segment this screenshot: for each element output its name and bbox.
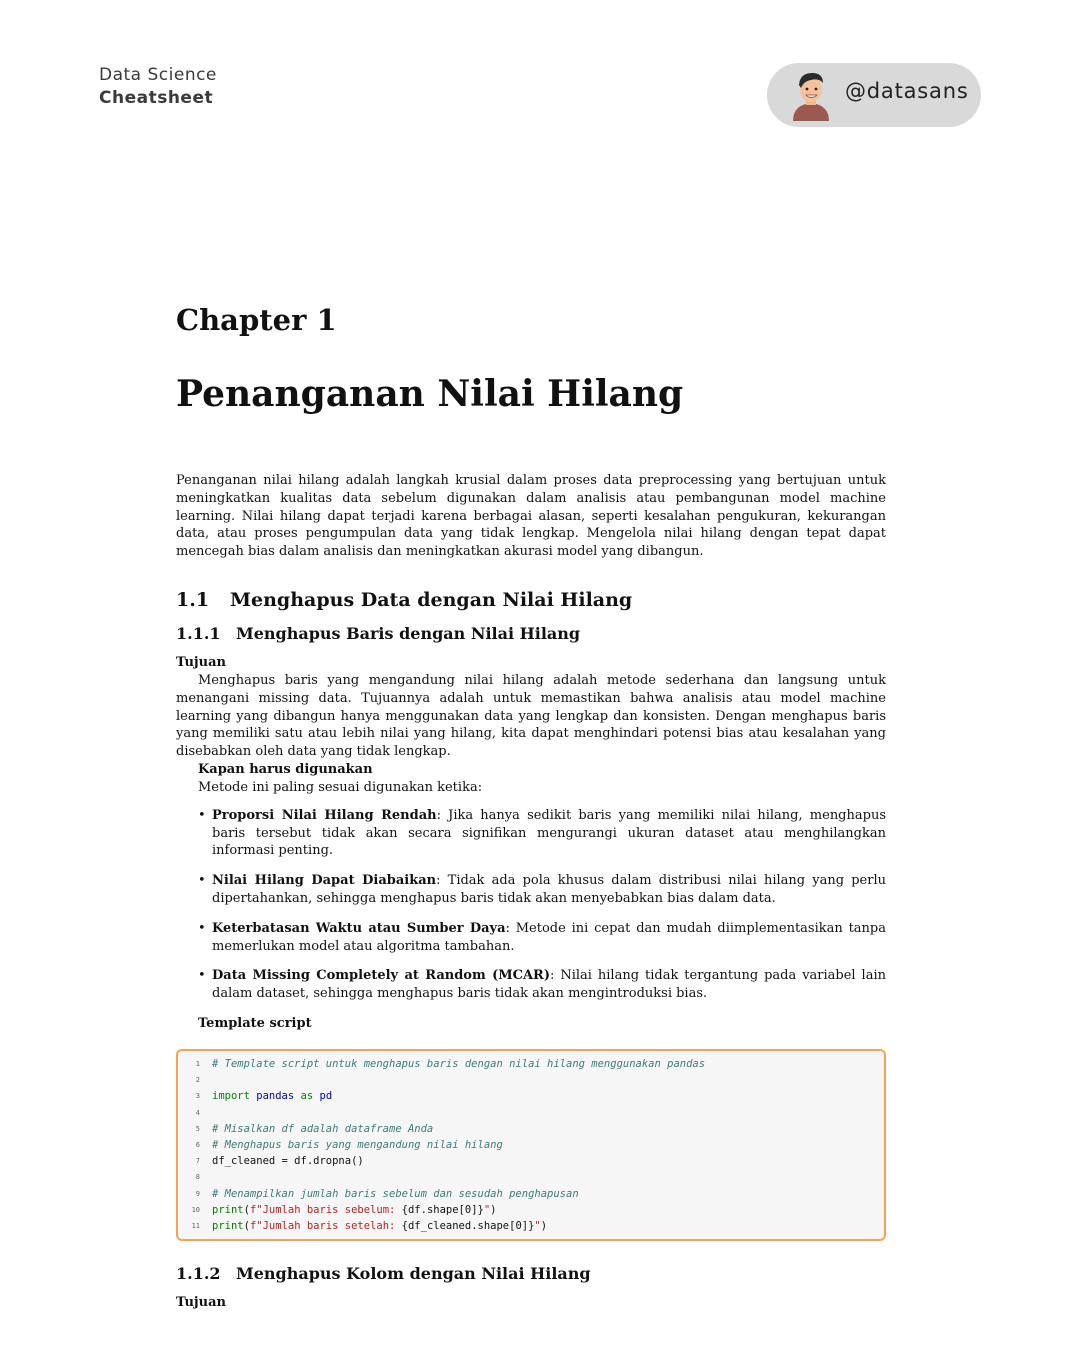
section-title: Menghapus Data dengan Nilai Hilang	[230, 588, 633, 611]
line-number: 9	[195, 1189, 200, 1198]
code-comment: # Menampilkan jumlah baris sebelum dan sesudah penghapusan	[212, 1187, 579, 1200]
code-line	[178, 1153, 884, 1169]
chapter-intro: Penanganan nilai hilang adalah langkah krusial dalam proses data preprocessing yang bertujuan untuk meningkatkan kualitas data sebelum digunakan dalam analisis atau pembangunan model machine learning. Nilai hilang dapat terjadi karena berbagai alasan, seperti kesalahan pengukuran, kekurangan data, atau proses pengumpulan data yang tidak lengkap. Mengelola nilai hilang dengan tepat dapat mencegah bias dalam analisis dan meningkatkan akurasi model yang dibangun.	[176, 473, 886, 560]
subsection-title: Menghapus Baris dengan Nilai Hilang	[236, 623, 581, 643]
code-line	[178, 1185, 884, 1201]
tujuan-heading: Tujuan	[176, 654, 226, 670]
kapan-heading: Kapan harus digunakan	[198, 761, 373, 777]
bullet-icon: •	[198, 873, 206, 889]
author-handle[interactable]: @datasans	[845, 79, 969, 103]
code-punct: (	[243, 1219, 250, 1232]
code-keyword: import	[212, 1090, 250, 1103]
kapan-paragraph: Metode ini paling sesuai digunakan ketika:	[198, 779, 483, 795]
list-item-term: Keterbatasan Waktu atau Sumber Daya	[212, 920, 506, 936]
chapter-title: Penanganan Nilai Hilang	[176, 373, 684, 415]
person-avatar-icon	[789, 69, 833, 121]
code-string: "	[483, 1203, 491, 1216]
code-line	[178, 1088, 884, 1104]
code-line	[178, 1056, 884, 1072]
code-line	[178, 1137, 884, 1153]
list-item	[198, 920, 886, 956]
code-keyword: as	[300, 1090, 314, 1103]
code-builtin: print	[212, 1219, 244, 1232]
code-punct: )	[490, 1203, 497, 1216]
criteria-list	[198, 807, 886, 1003]
line-number: 11	[191, 1221, 200, 1230]
line-number: 6	[195, 1140, 200, 1149]
code-punct: (	[243, 1203, 250, 1216]
code-block[interactable]	[176, 1049, 886, 1241]
bullet-icon: •	[198, 968, 206, 984]
list-item	[198, 967, 886, 1003]
section-heading	[176, 587, 886, 613]
list-item-text: : Nilai hilang tidak tergantung pada variabel lain dalam dataset, sehingga menghapus baris tidak akan mengintroduksi bias.	[212, 968, 886, 1002]
code-line	[178, 1169, 884, 1185]
line-number: 4	[195, 1108, 200, 1117]
code-string: f"Jumlah baris setelah:	[249, 1219, 402, 1232]
line-number: 1	[195, 1060, 200, 1069]
code-name: pandas	[256, 1090, 295, 1103]
line-number: 7	[195, 1157, 200, 1166]
line-number: 2	[195, 1076, 200, 1085]
line-number: 5	[195, 1124, 200, 1133]
subsection-heading	[176, 1263, 886, 1285]
author-pill[interactable]	[767, 63, 981, 127]
template-script-heading: Template script	[198, 1015, 312, 1031]
code-string: f"Jumlah baris sebelum:	[249, 1203, 402, 1216]
line-number: 10	[191, 1205, 200, 1214]
code-line	[178, 1218, 884, 1234]
list-item-term: Proporsi Nilai Hilang Rendah	[212, 807, 437, 823]
list-item-text: : Jika hanya sedikit baris yang memiliki nilai hilang, menghapus baris tersebut tidak akan secara signifikan mengurangi ukuran dataset atau menghilangkan informasi penting.	[212, 807, 886, 859]
list-item-term: Nilai Hilang Dapat Diabaikan	[212, 873, 437, 889]
code-punct: )	[540, 1219, 548, 1232]
code-expression: {df_cleaned.shape[0]}	[401, 1219, 535, 1232]
brand	[99, 64, 217, 110]
tujuan-heading: Tujuan	[176, 1295, 226, 1310]
bullet-icon: •	[198, 920, 206, 936]
list-item	[198, 872, 886, 908]
code-comment: # Misalkan df adalah dataframe Anda	[212, 1122, 434, 1135]
code-line	[178, 1105, 884, 1121]
code-comment: # Template script untuk menghapus baris dengan nilai hilang menggunakan pandas	[212, 1058, 706, 1071]
line-number: 8	[195, 1173, 200, 1182]
code-line	[178, 1072, 884, 1088]
code-statement: df_cleaned = df.dropna()	[212, 1155, 364, 1168]
tujuan-paragraph: Menghapus baris yang mengandung nilai hilang adalah metode sederhana dan langsung untuk menangani missing data. Tujuannya adalah untuk memastikan bahwa analisis atau model machine learning yang dibangun hanya menggunakan data yang lengkap dan konsisten. Dengan menghapus baris yang memiliki satu atau lebih nilai yang hilang, kita dapat menghindari potensi bias atau kesalahan yang disebabkan oleh data yang tidak lengkap.	[176, 672, 886, 760]
code-name: pd	[319, 1090, 333, 1103]
subsection-number: 1.1.2	[176, 1264, 221, 1283]
subsection-title: Menghapus Kolom dengan Nilai Hilang	[236, 1264, 591, 1283]
code-expression: {df.shape[0]}	[401, 1203, 484, 1216]
line-number: 3	[195, 1092, 200, 1101]
brand-line-2: Cheatsheet	[99, 88, 214, 108]
code-string: "	[534, 1219, 541, 1232]
list-item-text: : Metode ini cepat dan mudah diimplementasikan tanpa memerlukan model atau algoritma tambahan.	[212, 920, 886, 954]
list-item-text: : Tidak ada pola khusus dalam distribusi nilai hilang yang perlu dipertahankan, sehingga menghapus baris tidak akan menyebabkan bias dalam data.	[212, 873, 886, 906]
document-body	[176, 300, 886, 1312]
code-builtin: print	[212, 1203, 244, 1216]
section-number: 1.1	[176, 588, 210, 611]
code-line	[178, 1121, 884, 1137]
code-comment: # Menghapus baris yang mengandung nilai hilang	[212, 1138, 503, 1151]
subsection-heading	[176, 623, 886, 645]
chapter-label: Chapter 1	[176, 303, 337, 337]
subsection-number: 1.1.1	[176, 623, 221, 643]
bullet-icon: •	[198, 807, 206, 823]
brand-line-1: Data Science	[99, 65, 217, 85]
list-item	[198, 807, 886, 860]
list-item-term: Data Missing Completely at Random (MCAR)	[212, 968, 551, 984]
code-line	[178, 1202, 884, 1218]
